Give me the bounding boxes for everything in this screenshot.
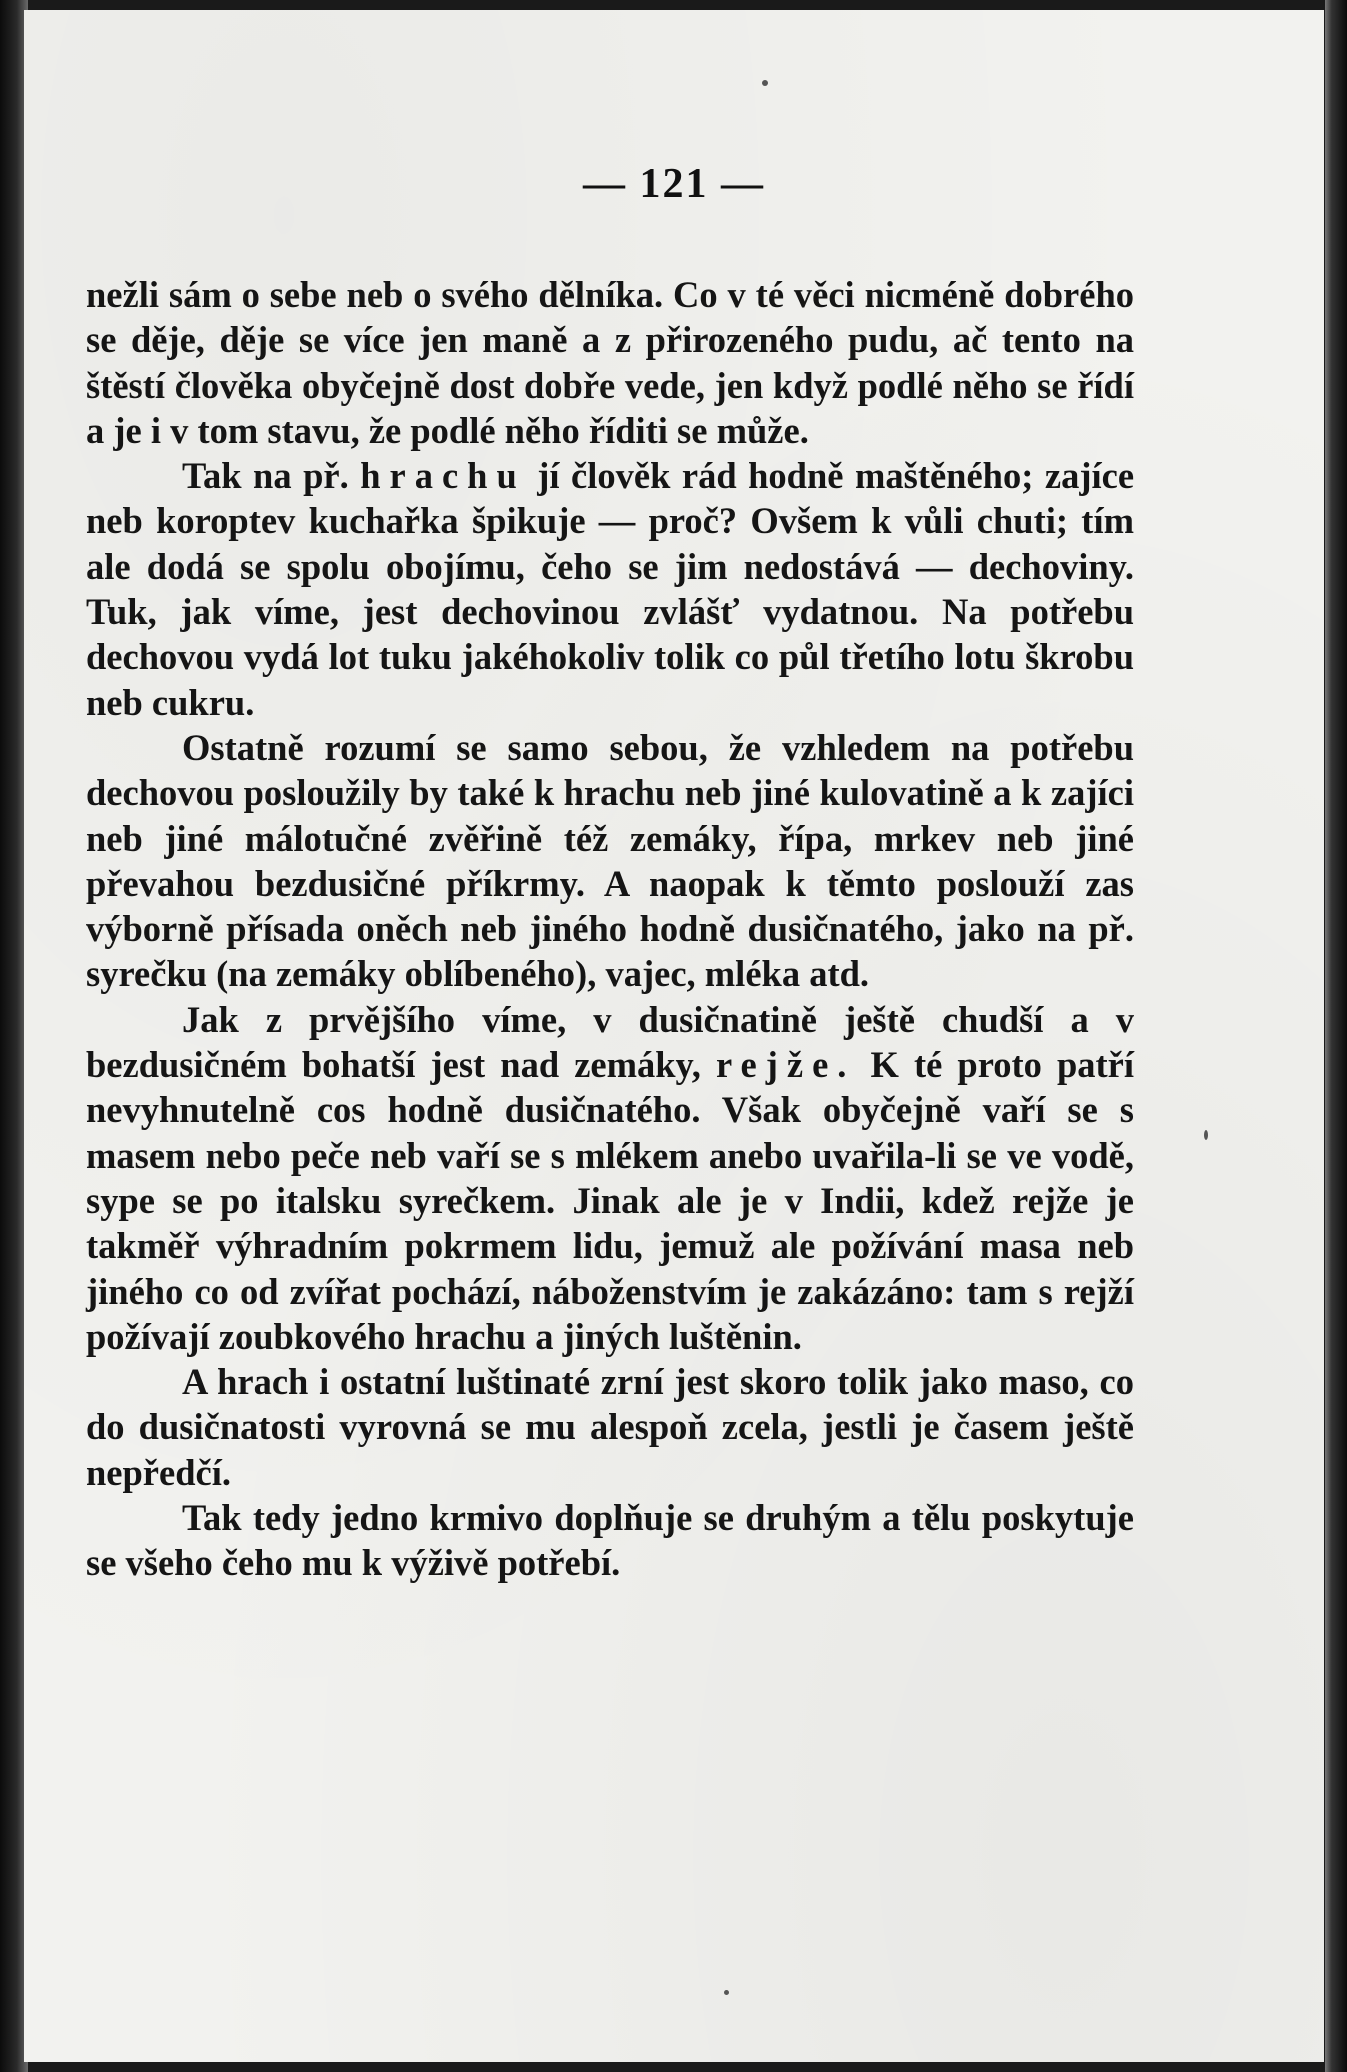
body-text — [86, 272, 1134, 1586]
paragraph-6: Tak tedy jedno krmivo doplňuje se druhým a tělu poskytuje se všeho čeho mu k výživě potřebí. — [86, 1497, 1134, 1584]
paragraph-2 — [86, 453, 1134, 725]
paragraph-3: Ostatně rozumí se samo sebou, že vzhledem na potřebu dechovou posloužily by také k hrachu neb jiné kulovatině a k zajíci neb jiné málotučné zvěřině též zemáky, řípa, mrkev neb jiné převahou bezdusičné příkrmy. A naopak k těmto poslouží zas výborně přísada oněch neb jiného hodně dusičnatého, jako na př. syrečku (na zemáky oblíbeného), vajec, mléka atd. — [86, 726, 1134, 995]
emphasis-hrachu: hrachu — [360, 455, 526, 497]
paragraph-4-rest: K té proto patří nevyhnutelně cos hodně dusičnatého. Však obyčejně vaří se s masem nebo peče neb vaří se s mlékem anebo uvařila-li se ve vodě, sype se po italsku syrečkem. Jinak ale je v Indii, kdež rejže je takměř výhradním pokrmem lidu, jemuž ale požívání masa neb jiného co od zvířat pochází, náboženstvím je zakázáno: tam s rejží požívají zoubkového hrachu a jiných luštěnin. — [86, 1044, 1135, 1357]
paragraph-2-rest: jí člověk rád hodně maštěného; zajíce neb koroptev kuchařka špikuje — proč? Ovšem k vůli chuti; tím ale dodá se spolu obojímu, čeho se jim nedostává — dechoviny. Tuk, jak víme, jest dechovinou zvlášť vydatnou. Na potřebu dechovou vydá lot tuku jakéhokoliv tolik co půl třetího lotu škrobu neb cukru. — [86, 455, 1135, 723]
emphasis-rejze: rejže. — [716, 1044, 856, 1086]
paragraph-1: nežli sám o sebe neb o svého dělníka. Co v té věci nicméně dobrého se děje, děje se více jen maně a z přirozeného pudu, ač tento na štěstí člověka obyčejně dost dobře vede, jen když podlé něho se řídí a je i v tom stavu, že podlé něho říditi se může. — [86, 274, 1134, 451]
paragraph-4-lead: Jak z prvějšího víme, v dusičnatině ještě chudší a v bezdusičném bohatší jest nad zemáky, — [86, 998, 1134, 1086]
page-number: — 121 — — [583, 161, 765, 207]
paper-speck — [1204, 1130, 1208, 1140]
paragraph-4 — [86, 997, 1134, 1359]
paper-speck — [724, 1990, 729, 1995]
book-page — [24, 10, 1324, 2062]
scan-edge-right — [1325, 0, 1347, 2072]
paragraph-5: A hrach i ostatní luštinaté zrní jest skoro tolik jako maso, co do dusičnatosti vyrovná se mu alespoň zcela, jestli je časem ještě nepředčí. — [86, 1361, 1134, 1493]
paper-speck — [762, 80, 768, 86]
paragraph-2-lead: Tak na př. — [182, 455, 349, 497]
